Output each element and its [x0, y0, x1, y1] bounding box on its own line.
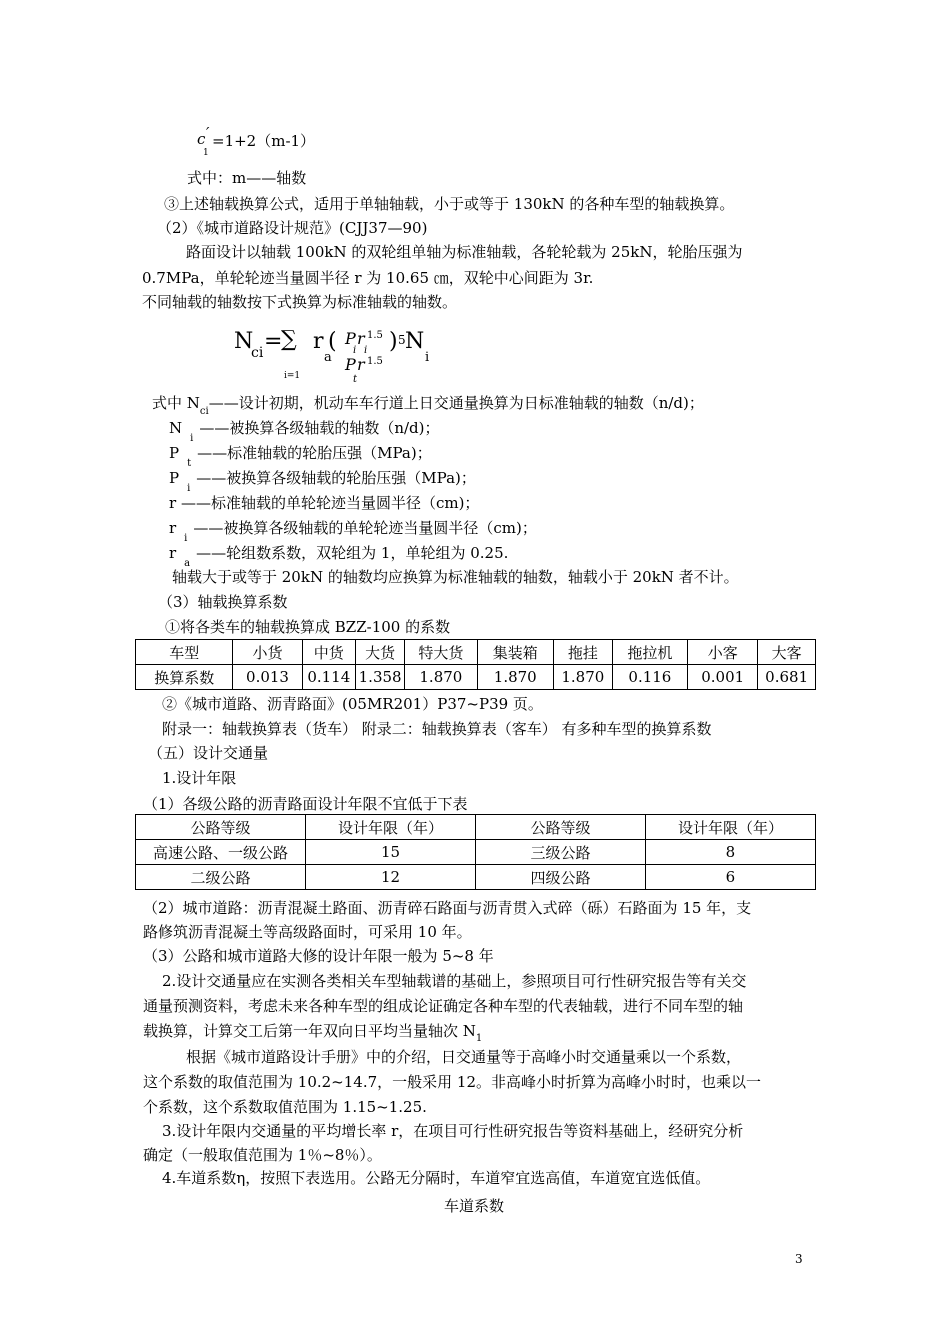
formula-r-sub: a — [324, 350, 332, 365]
para-2-line-3-sub: 1 — [475, 1033, 483, 1044]
def-ri — [169, 518, 537, 544]
def-ra — [169, 543, 509, 569]
formula-n: N — [234, 329, 254, 354]
formula-exp-5: 5 — [398, 333, 406, 347]
city-road-line-2: 路修筑沥青混凝土等高级路面时，可采用 10 年。 — [143, 923, 472, 941]
formula-c-prime: ′ — [206, 124, 210, 142]
formula-c-sub: 1 — [203, 148, 209, 158]
formula-num-r: r — [357, 329, 365, 348]
coef-header-cell: 中货 — [302, 640, 355, 665]
growth-line-2: 确定（一般取值范围为 1％~8％）。 — [143, 1146, 382, 1164]
coef-value-cell: 换算系数 — [136, 665, 233, 690]
coef-table-header-row — [136, 640, 816, 665]
coef-header-cell: 小货 — [233, 640, 302, 665]
def-nci — [152, 393, 704, 417]
formula-num-sub-p: i — [353, 345, 357, 356]
def-pt-sub: t — [187, 458, 192, 469]
def-pi-text: ——被换算各级轴载的轮胎压强（MPa)； — [196, 469, 476, 487]
year-header-cell: 公路等级 — [136, 815, 306, 840]
coef-value-cell: 0.681 — [758, 665, 816, 690]
formula-n-sub: ci — [251, 345, 264, 361]
city-road-line-1: （2）城市道路：沥青混凝土路面、沥青碎石路面与沥青贯入式碎（砾）石路面为 15 年，支 — [143, 899, 752, 917]
section-5-heading: （五）设计交通量 — [148, 744, 269, 762]
coef-value-cell: 1.870 — [554, 665, 613, 690]
formula-den-exp: 1.5 — [367, 356, 383, 367]
def-ri-text: ——被换算各级轴载的单轮轮迹当量圆半径（cm)； — [193, 519, 537, 537]
formula-sigma: ∑ — [281, 327, 297, 352]
year-cell: 二级公路 — [136, 865, 306, 890]
def-pi-sub: i — [187, 483, 191, 494]
formula-den-r: r — [357, 355, 365, 374]
def-pi-sym: P — [169, 469, 180, 487]
table-row — [136, 840, 816, 865]
formula-lparen: ( — [328, 329, 337, 354]
year-header-cell: 设计年限（年） — [305, 815, 475, 840]
coef-header-cell: 拖挂 — [554, 640, 613, 665]
section-5-item-1: 1.设计年限 — [162, 769, 237, 787]
formula-sigma-lower: i=1 — [284, 371, 301, 381]
coef-value-cell: 0.114 — [302, 665, 355, 690]
year-cell: 6 — [645, 865, 815, 890]
def-nci-sub: ci — [199, 406, 209, 417]
year-cell: 三级公路 — [476, 840, 646, 865]
def-r: r ——标准轴载的单轮轮迹当量圆半径（cm)； — [169, 494, 480, 512]
design-year-table — [135, 814, 816, 890]
threshold-20kn: 轴载大于或等于 20kN 的轴数均应换算为标准轴载的轴数，轴载小于 20kN 者不计。 — [172, 568, 739, 586]
coef-header-cell: 小客 — [688, 640, 758, 665]
lane-factor-line: 4.车道系数η，按照下表选用。公路无分隔时，车道窄宜选高值，车道宽宜选低值。 — [162, 1169, 711, 1187]
section-3-item-2: ②《城市道路、沥青路面》(05MR201）P37~P39 页。 — [162, 695, 543, 713]
major-repair-line: （3）公路和城市道路大修的设计年限一般为 5~8 年 — [143, 947, 494, 965]
year-cell: 12 — [305, 865, 475, 890]
coef-value-cell: 0.013 — [233, 665, 302, 690]
def-ni — [169, 418, 440, 444]
formula-1-rhs: =1+2（m-1） — [212, 132, 316, 150]
para-2-line-3-text: 载换算，计算交工后第一年双向日平均当量轴次 N — [143, 1022, 476, 1040]
formula-num-p: P — [345, 329, 356, 348]
coef-value-cell: 1.358 — [356, 665, 405, 690]
para-2-line-3 — [143, 1021, 482, 1044]
year-cell: 15 — [305, 840, 475, 865]
def-nci-sym: 式中 N — [152, 394, 200, 412]
coef-header-cell: 集装箱 — [477, 640, 553, 665]
lane-factor-caption: 车道系数 — [444, 1197, 505, 1215]
handbook-line-1: 根据《城市道路设计手册》中的介绍，日交通量等于高峰小时交通量乘以一个系数， — [186, 1048, 742, 1066]
def-pt — [169, 443, 432, 469]
year-cell: 四级公路 — [476, 865, 646, 890]
para-2-line-2: 通量预测资料，考虑未来各种车型的组成论证确定各种车型的代表轴载，进行不同车型的轴 — [143, 997, 744, 1015]
year-header-cell: 设计年限（年） — [645, 815, 815, 840]
para-2-line-1: 2.设计交通量应在实测各类相关车型轴载谱的基础上，参照项目可行性研究报告等有关交 — [162, 972, 747, 990]
formula-c: c — [197, 130, 206, 148]
coef-value-cell: 0.116 — [612, 665, 687, 690]
section-5-item-1-1: （1）各级公路的沥青路面设计年限不宜低于下表 — [143, 795, 468, 813]
growth-line-1: 3.设计年限内交通量的平均增长率 r，在项目可行性研究报告等资料基础上，经研究分析 — [162, 1122, 744, 1140]
std-axle-line-1: 路面设计以轴载 100kN 的双轮组单轴为标准轴载，各轮轮载为 25kN，轮胎压强为 — [186, 243, 743, 261]
def-ra-text: ——轮组数系数，双轮组为 1，单轮组为 0.25. — [196, 544, 509, 562]
formula-den-sub: t — [353, 374, 358, 385]
coef-header-cell: 车型 — [136, 640, 233, 665]
year-header-cell: 公路等级 — [476, 815, 646, 840]
formula-r: r — [313, 329, 324, 354]
where-m: 式中：m——轴数 — [187, 169, 307, 187]
formula-num-sub-r: i — [364, 345, 368, 356]
coef-value-cell: 1.870 — [405, 665, 477, 690]
coef-table — [135, 639, 816, 690]
page-number: 3 — [795, 1252, 803, 1266]
formula-num-exp: 1.5 — [367, 330, 383, 341]
def-ri-sub: i — [184, 533, 188, 544]
def-ri-sym: r — [169, 519, 177, 537]
appendix-line: 附录一：轴载换算表（货车） 附录二：轴载换算表（客车） 有多种车型的换算系数 — [162, 720, 712, 738]
formula-rparen: ) — [389, 329, 398, 354]
def-ra-sym: r — [169, 544, 177, 562]
coef-header-cell: 特大货 — [405, 640, 477, 665]
table-row — [136, 865, 816, 890]
coef-table-value-row — [136, 665, 816, 690]
def-pt-sym: P — [169, 444, 180, 462]
formula-ni-sub: i — [425, 350, 430, 365]
def-pi — [169, 468, 476, 494]
year-cell: 8 — [645, 840, 815, 865]
formula-den-p: P — [345, 355, 356, 374]
section-3-item-1: ①将各类车的轴载换算成 BZZ-100 的系数 — [165, 618, 451, 636]
def-ra-sub: a — [184, 558, 191, 569]
code-2-heading: （2）《城市道路设计规范》(CJJ37—90) — [157, 219, 428, 237]
coef-value-cell: 1.870 — [477, 665, 553, 690]
handbook-line-2: 这个系数的取值范围为 10.2~14.7，一般采用 12。非高峰小时折算为高峰小时时，也乘以一 — [143, 1073, 761, 1091]
conversion-intro: 不同轴载的轴数按下式换算为标准轴载的轴数。 — [142, 293, 458, 311]
def-ni-sub: i — [190, 433, 194, 444]
section-3-heading: （3）轴载换算系数 — [158, 593, 288, 611]
std-axle-line-2: 0.7MPa，单轮轮迹当量圆半径 r 为 10.65 ㎝，双轮中心间距为 3r. — [142, 269, 594, 287]
formula-ni: N — [405, 329, 425, 354]
handbook-line-3: 个系数，这个系数取值范围为 1.15~1.25. — [143, 1098, 427, 1116]
year-table-header-row — [136, 815, 816, 840]
formula-equals: = — [264, 329, 283, 354]
def-nci-text: ——设计初期，机动车车行道上日交通量换算为日标准轴载的轴数（n/d)； — [208, 394, 704, 412]
coef-header-cell: 大货 — [356, 640, 405, 665]
def-pt-text: ——标准轴载的轮胎压强（MPa)； — [197, 444, 432, 462]
note-3: ③上述轴载换算公式，适用于单轴轴载，小于或等于 130kN 的各种车型的轴载换算。 — [164, 195, 735, 213]
coef-value-cell: 0.001 — [688, 665, 758, 690]
def-ni-text: ——被换算各级轴载的轴数（n/d)； — [199, 419, 440, 437]
coef-header-cell: 大客 — [758, 640, 816, 665]
def-ni-sym: N — [169, 419, 183, 437]
coef-header-cell: 拖拉机 — [612, 640, 687, 665]
year-cell: 高速公路、一级公路 — [136, 840, 306, 865]
